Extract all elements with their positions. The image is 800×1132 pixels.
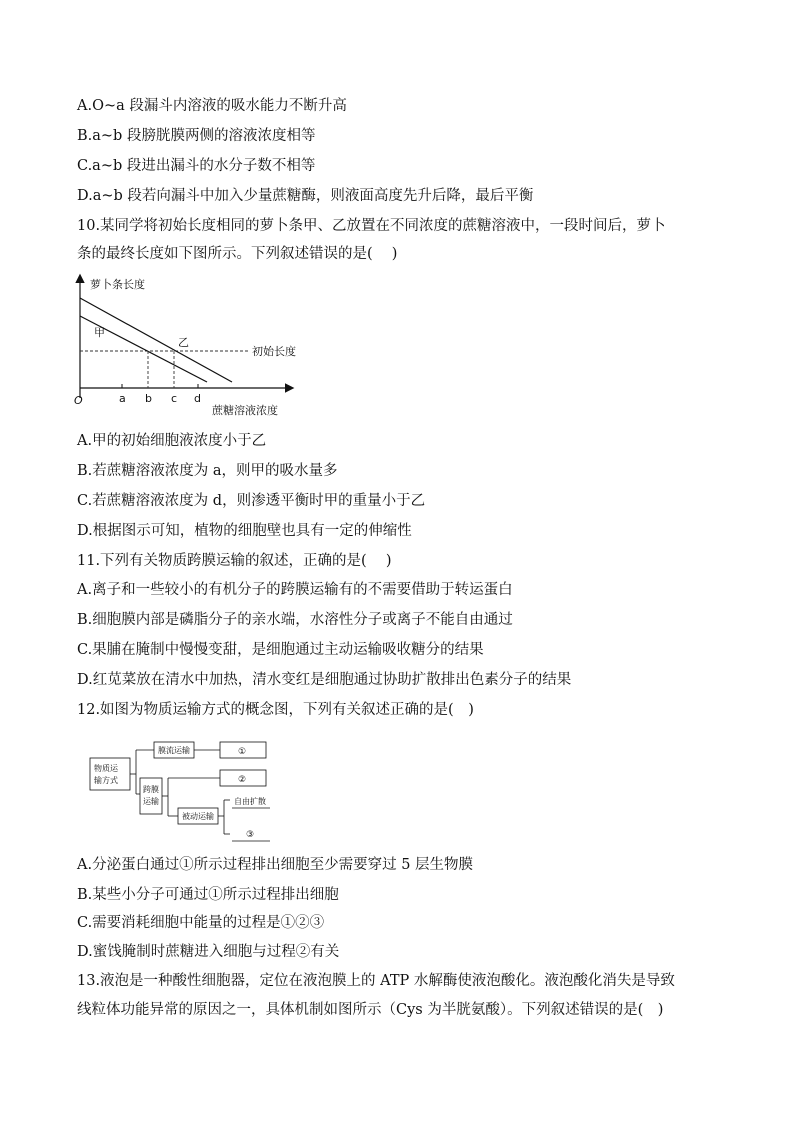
transmembrane-box [140, 778, 162, 814]
q9-option-c: C.a~b 段进出漏斗的水分子数不相等 [77, 158, 316, 174]
series-yi-label: 乙 [178, 336, 189, 349]
q11-option-b: B.细胞膜内部是磷脂分子的亲水端，水溶性分子或离子不能自由通过 [77, 612, 513, 628]
circle-2-label: ② [238, 775, 247, 785]
tick-label-c: c [171, 392, 178, 405]
transmembrane-label-line2: 运输 [143, 797, 159, 806]
y-axis-label: 萝卜条长度 [90, 278, 145, 291]
q12-option-b: B.某些小分子可通过①所示过程排出细胞 [77, 887, 339, 903]
q10-option-b: B.若蔗糖溶液浓度为 a，则甲的吸水量多 [77, 463, 338, 479]
q10-radish-length-graph [70, 270, 310, 420]
q10-option-a: A.甲的初始细胞液浓度小于乙 [77, 433, 267, 449]
q12-stem: 12.如图为物质运输方式的概念图，下列有关叙述正确的是( ) [77, 702, 474, 718]
circle-3-label: ③ [246, 830, 255, 840]
tick-label-d: d [194, 392, 201, 405]
q10-stem-line1: 10.某同学将初始长度相同的萝卜条甲、乙放置在不同浓度的蔗糖溶液中，一段时间后，萝卜 [77, 218, 666, 234]
transmembrane-label-line1: 跨膜 [143, 785, 159, 794]
passive-label: 被动运输 [182, 812, 214, 821]
q11-option-a: A.离子和一些较小的有机分子的跨膜运输有的不需要借助于转运蛋白 [77, 582, 513, 598]
q12-option-c: C.需要消耗细胞中能量的过程是①②③ [77, 915, 325, 931]
q10-option-d: D.根据图示可知，植物的细胞壁也具有一定的伸缩性 [77, 523, 412, 539]
root-box [90, 758, 130, 790]
q11-stem: 11.下列有关物质跨膜运输的叙述，正确的是( ) [77, 553, 392, 569]
q9-option-d: D.a~b 段若向漏斗中加入少量蔗糖酶，则液面高度先升后降，最后平衡 [77, 188, 534, 204]
q13-stem-line2: 线粒体功能异常的原因之一，具体机制如图所示（Cys 为半胱氨酸）。下列叙述错误的是( ) [77, 1002, 664, 1018]
q10-stem-line2: 条的最终长度如下图所示。下列叙述错误的是( ) [77, 246, 398, 262]
series-yi-line [80, 298, 232, 382]
q9-option-b: B.a~b 段膀胱膜两侧的溶液浓度相等 [77, 128, 316, 144]
q11-option-d: D.红苋菜放在清水中加热，清水变红是细胞通过协助扩散排出色素分子的结果 [77, 672, 572, 688]
free-diffusion-label: 自由扩散 [234, 797, 266, 806]
q12-transport-concept-map [88, 738, 278, 846]
origin-label: O [74, 394, 83, 407]
root-label-line2: 输方式 [94, 776, 118, 785]
q10-option-c: C.若蔗糖溶液浓度为 d，则渗透平衡时甲的重量小于乙 [77, 493, 426, 509]
q13-stem-line1: 13.液泡是一种酸性细胞器，定位在液泡膜上的 ATP 水解酶使液泡酸化。液泡酸化消失是导致 [77, 973, 675, 989]
tick-label-b: b [145, 392, 152, 405]
membrane-flow-label: 膜流运输 [158, 746, 190, 755]
q12-option-d: D.蜜饯腌制时蔗糖进入细胞与过程②有关 [77, 944, 340, 960]
circle-1-label: ① [238, 747, 247, 757]
q9-option-a: A.O~a 段漏斗内溶液的吸水能力不断升高 [77, 98, 347, 114]
q12-option-a: A.分泌蛋白通过①所示过程排出细胞至少需要穿过 5 层生物膜 [77, 857, 474, 873]
series-jia-label: 甲 [94, 326, 105, 339]
x-axis-label: 蔗糖溶液浓度 [212, 404, 278, 417]
tick-label-a: a [119, 392, 126, 405]
root-label-line1: 物质运 [94, 764, 118, 773]
q11-option-c: C.果脯在腌制中慢慢变甜，是细胞通过主动运输吸收糖分的结果 [77, 642, 484, 658]
initial-length-label: 初始长度 [252, 345, 296, 358]
